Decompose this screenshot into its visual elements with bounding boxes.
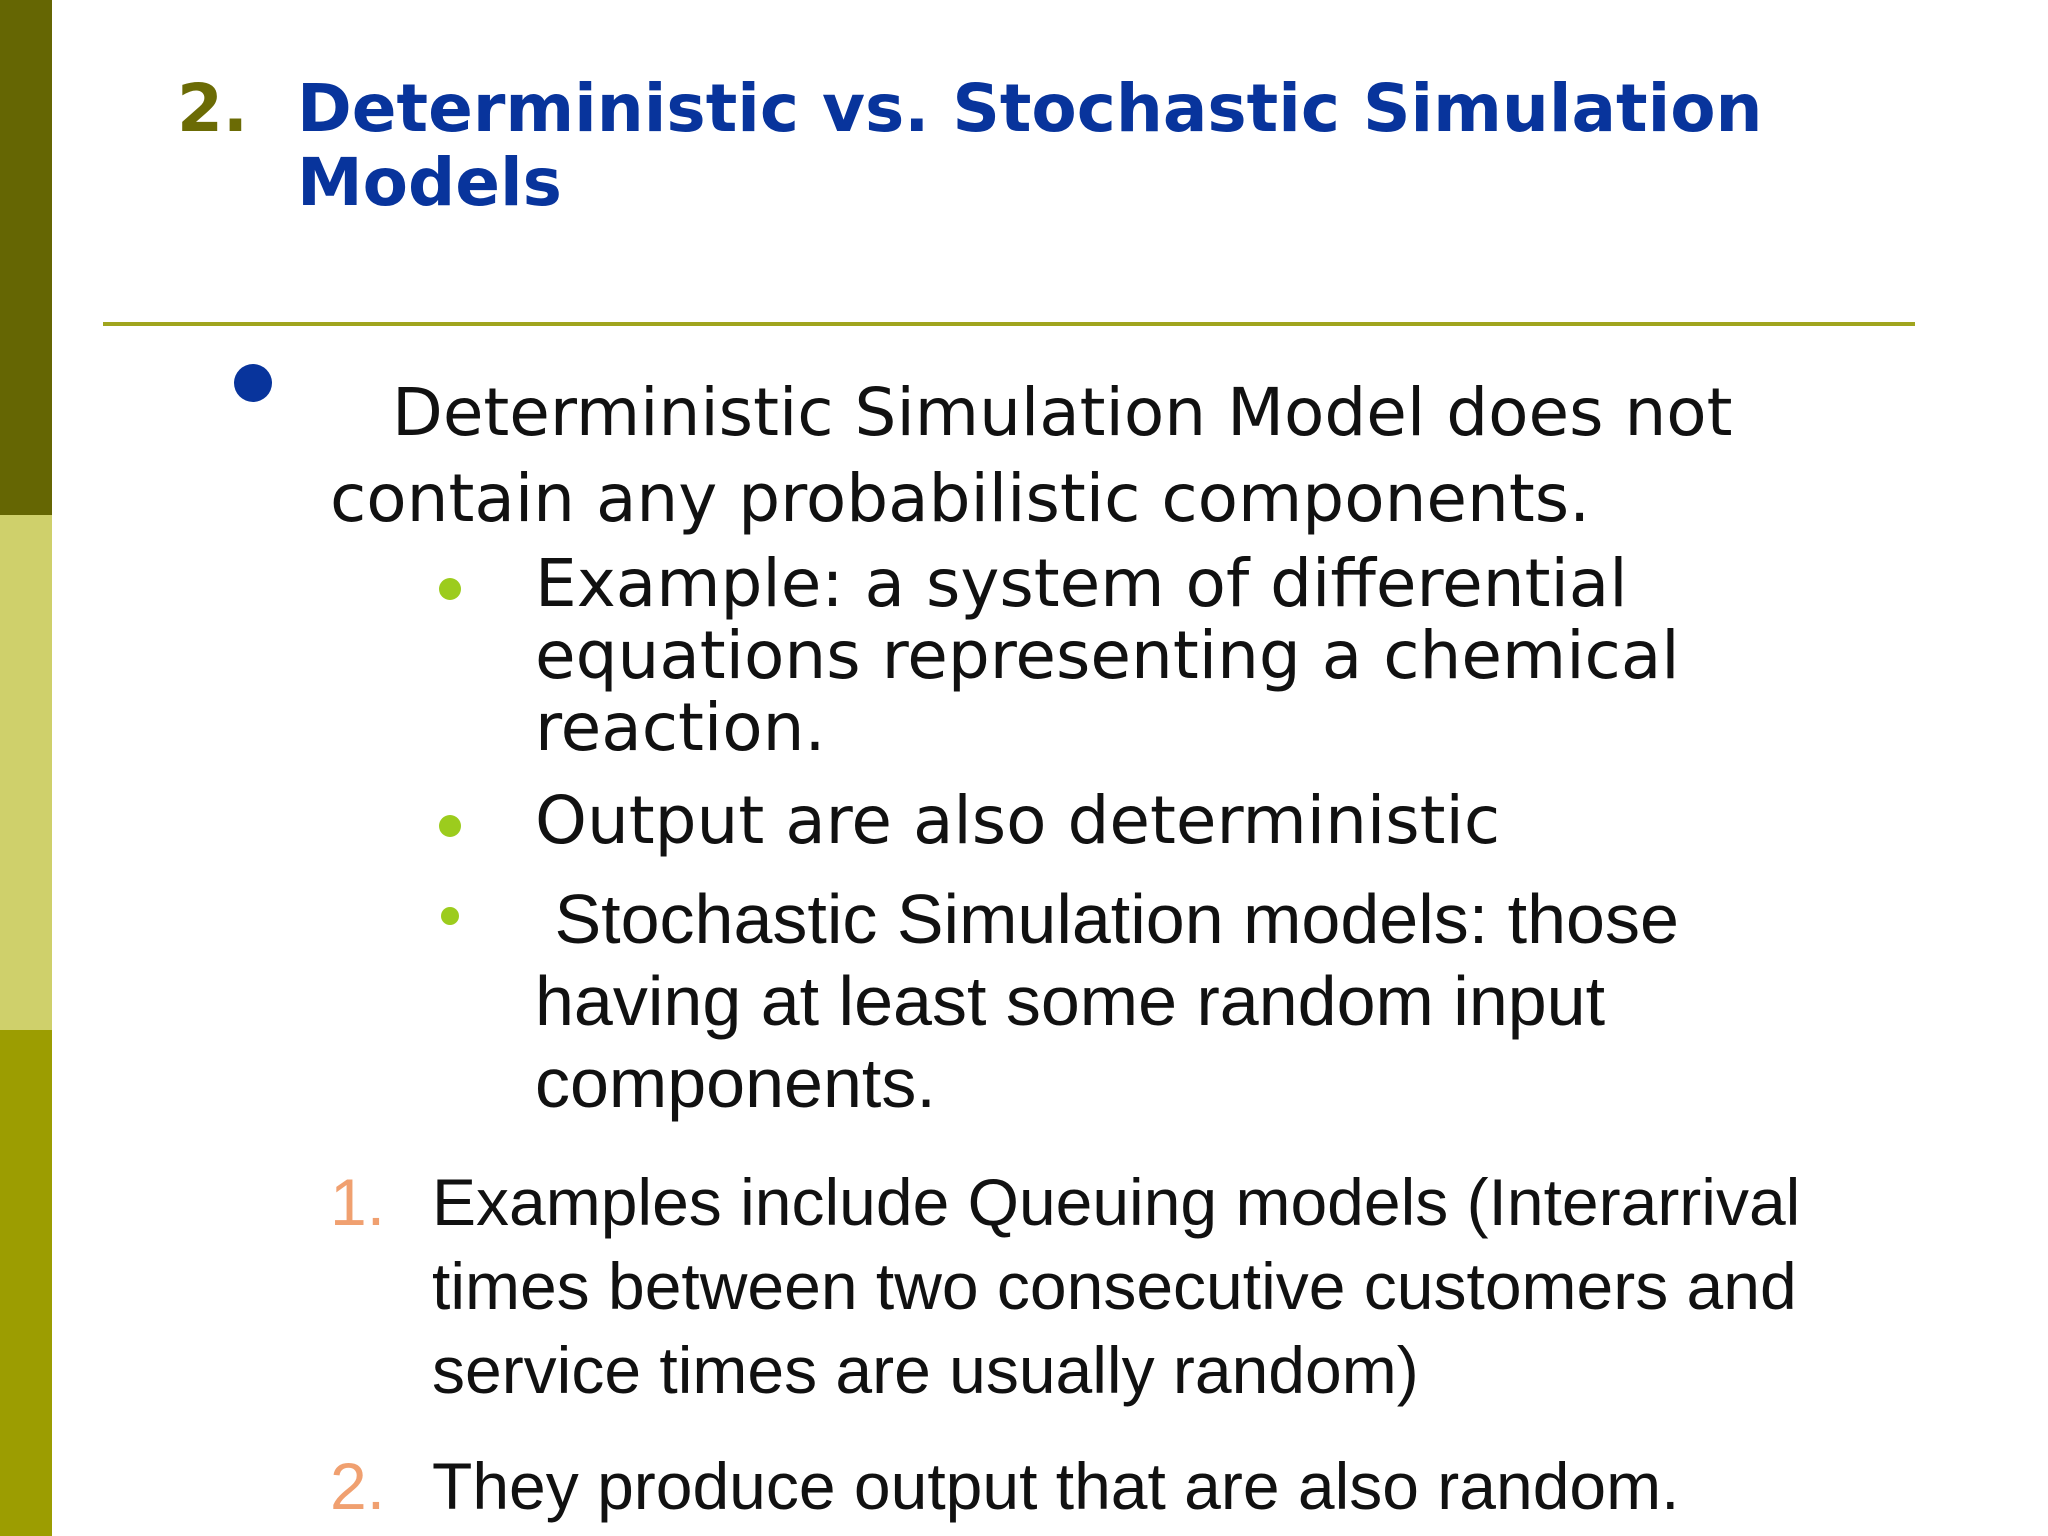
numbered-item-label: 2. — [330, 1449, 386, 1523]
slide-title-number: 2. — [177, 70, 248, 147]
slide-title-line-1: Deterministic vs. Stochastic Simulation — [297, 70, 1763, 147]
numbered-item-label: 1. — [330, 1165, 386, 1239]
sub-bullet-marker — [441, 907, 459, 925]
sub-bullet-marker — [439, 578, 461, 600]
sub-bullet-marker — [439, 815, 461, 837]
sidebar-band-top — [0, 0, 52, 515]
numbered-item-text: They produce output that are also random. — [432, 1449, 1680, 1523]
main-bullet-text: Deterministic Simulation Model does not contain any probabilistic components. — [330, 374, 1733, 537]
numbered-item-text: Examples include Queuing models (Interarrival times between two consecutive customers and service times are usually random) — [432, 1165, 1801, 1407]
main-bullet-marker — [234, 364, 272, 402]
title-divider — [103, 322, 1915, 326]
sub-bullet-text: Stochastic Simulation models: those having at least some random input components. — [535, 880, 1699, 1122]
sub-bullet-text: Example: a system of differential equations representing a chemical reaction. — [535, 545, 1680, 766]
sub-bullet-text: Output are also deterministic — [535, 782, 1501, 859]
sidebar-band-bottom — [0, 1030, 52, 1536]
sidebar-band-middle — [0, 515, 52, 1030]
slide-title — [297, 72, 1763, 220]
slide-title-line-2: Models — [297, 144, 562, 221]
